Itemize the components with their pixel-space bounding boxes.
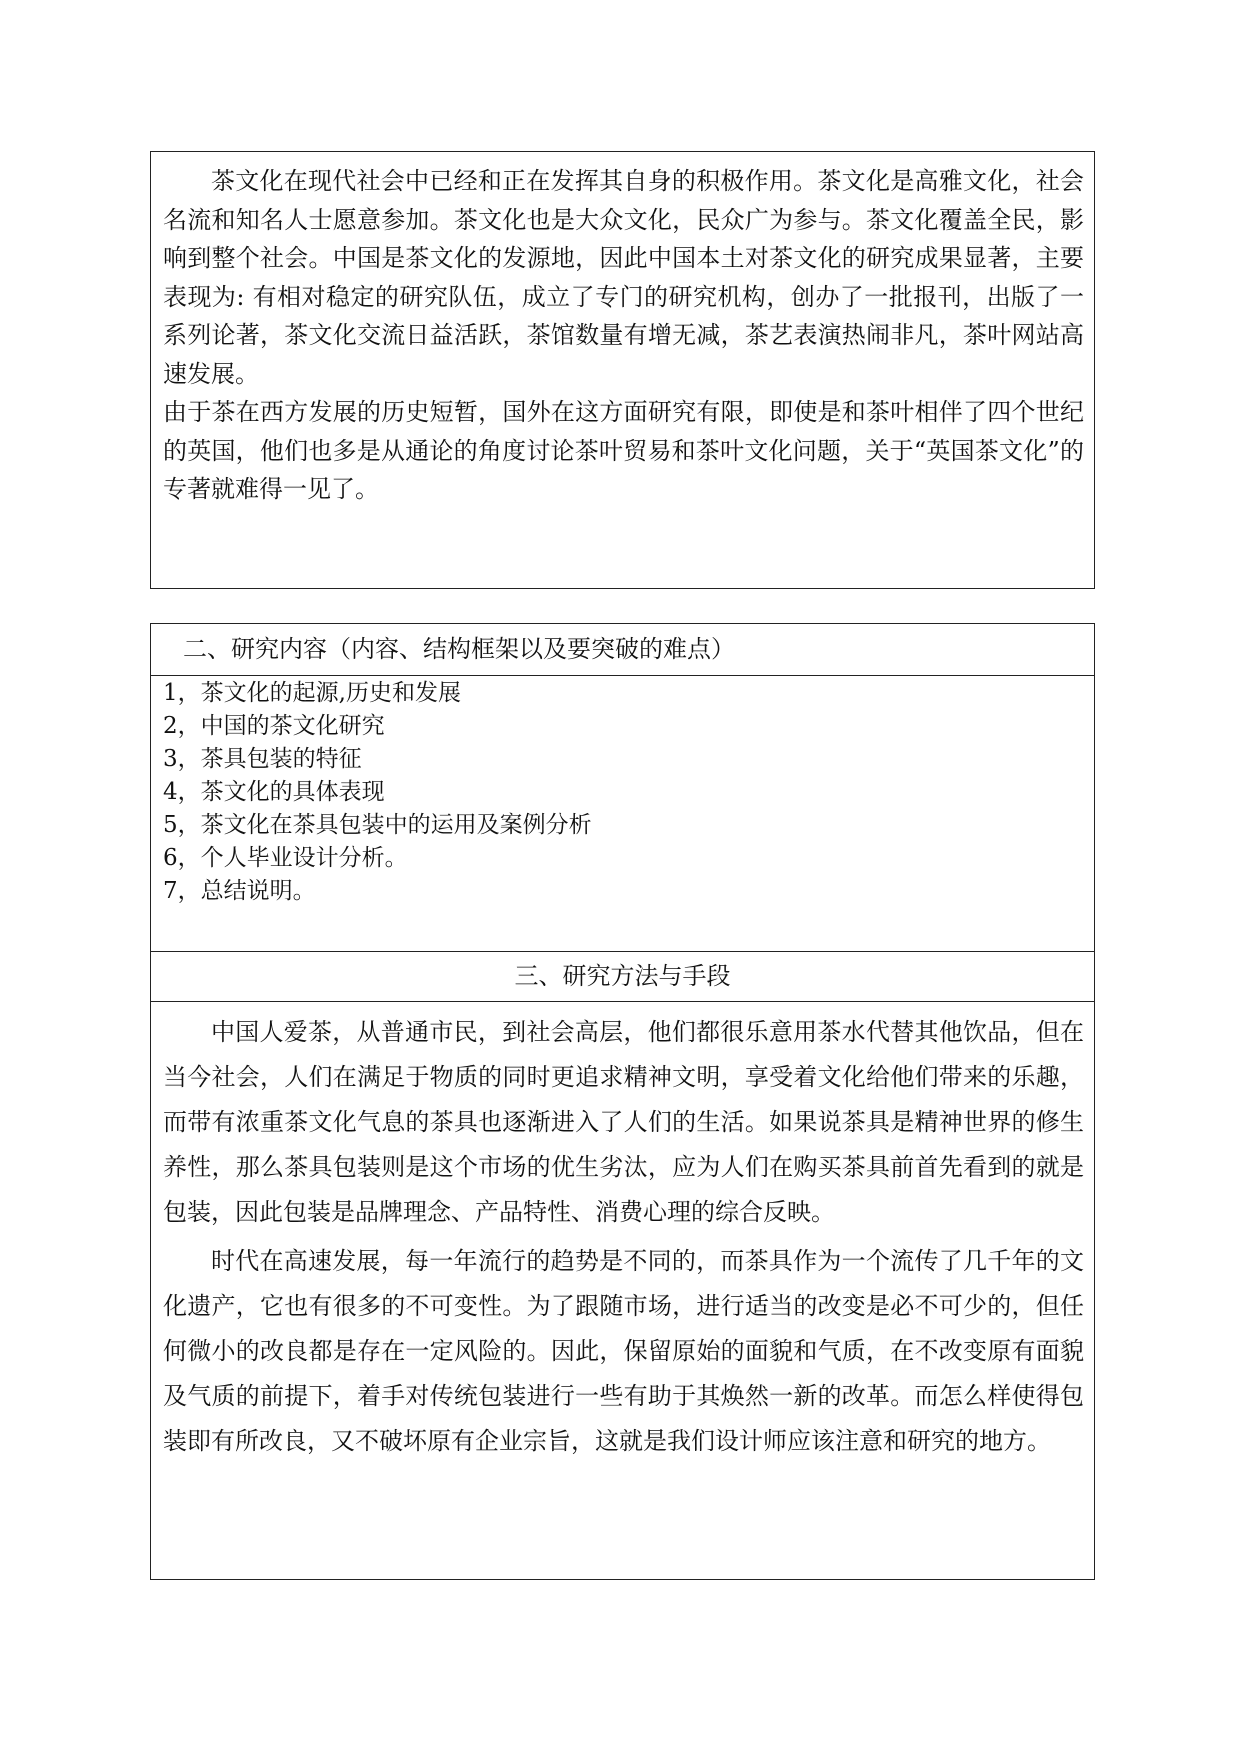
list-item: 5，茶文化在茶具包装中的运用及案例分析 — [163, 812, 592, 838]
research-content-heading: 二、研究内容（内容、结构框架以及要突破的难点） — [151, 624, 1094, 676]
background-paragraph-1: 茶文化在现代社会中已经和正在发挥其自身的积极作用。茶文化是高雅文化，社会名流和知名人士愿意参加。茶文化也是大众文化，民众广为参与。茶文化覆盖全民，影响到整个社会。中国是茶文化的发源地，因此中国本土对茶文化的研究成果显著，主要表现为: 有相对稳定的研究队伍，成立了专门的研究机构，创办了一批报刊，出版了一系列论著，茶文化交流日益活跃，茶馆数量有增无减，茶艺表演热闹非凡，茶叶网站高速发展。 — [163, 167, 1084, 388]
list-item: 4，茶文化的具体表现 — [163, 779, 385, 805]
list-item: 3，茶具包装的特征 — [163, 746, 362, 772]
list-item: 6，个人毕业设计分析。 — [163, 845, 408, 871]
research-method-body — [151, 1002, 1094, 1464]
research-method-heading: 三、研究方法与手段 — [151, 952, 1094, 1002]
background-section-box — [150, 151, 1095, 589]
research-table — [150, 623, 1095, 1580]
list-item: 1，茶文化的起源,历史和发展 — [163, 680, 461, 706]
method-paragraph-2: 时代在高速发展，每一年流行的趋势是不同的，而茶具作为一个流传了几千年的文化遗产，它也有很多的不可变性。为了跟随市场，进行适当的改变是必不可少的，但任何微小的改良都是存在一定风险的。因此，保留原始的面貌和气质，在不改变原有面貌及气质的前提下，着手对传统包装进行一些有助于其焕然一新的改革。而怎么样使得包装即有所改良，又不破坏原有企业宗旨，这就是我们设计师应该注意和研究的地方。 — [163, 1247, 1084, 1455]
list-item: 7，总结说明。 — [163, 878, 316, 904]
method-paragraph-1: 中国人爱茶，从普通市民，到社会高层，他们都很乐意用茶水代替其他饮品，但在当今社会，人们在满足于物质的同时更追求精神文明，享受着文化给他们带来的乐趣，而带有浓重茶文化气息的茶具也逐渐进入了人们的生活。如果说茶具是精神世界的修生养性，那么茶具包装则是这个市场的优生劣汰，应为人们在购买茶具前首先看到的就是包装，因此包装是品牌理念、产品特性、消费心理的综合反映。 — [163, 1018, 1084, 1226]
list-item: 2，中国的茶文化研究 — [163, 713, 385, 739]
background-paragraph-2: 由于茶在西方发展的历史短暂，国外在这方面研究有限，即使是和茶叶相伴了四个世纪的英国，他们也多是从通论的角度讨论茶叶贸易和茶叶文化问题，关于“英国茶文化”的专著就难得一见了。 — [163, 398, 1084, 503]
research-content-list — [151, 676, 1094, 952]
